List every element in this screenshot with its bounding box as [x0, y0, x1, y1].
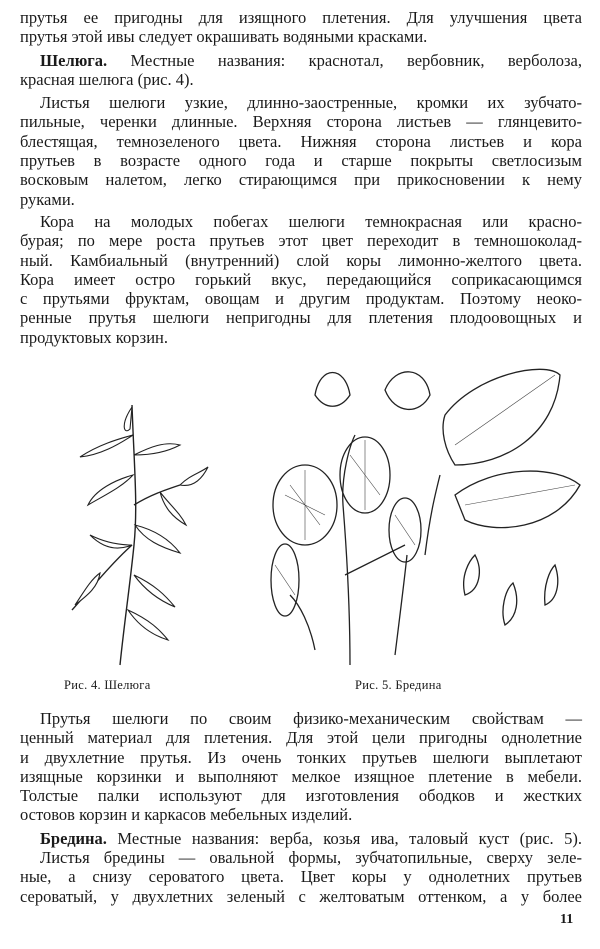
- text-line-part: Местные названия: краснотал, вербовник, верболоза,: [130, 50, 583, 70]
- text-line: и двухлетние прутья. Из очень тонких прутьев шелюги выплетают: [20, 747, 582, 767]
- text-line: восковым налетом, легко стирающимся при прикосновении к нему: [20, 170, 582, 190]
- text-top: [20, 8, 582, 347]
- text-line: Кора на молодых побегах шелюги темнокрасная или красно-: [40, 211, 582, 231]
- text-line: прутья ее пригодны для изящного плетения. Для улучшения цвета: [20, 8, 582, 27]
- text-line: Прутья шелюги по своим физико-механическим свойствам —: [40, 709, 582, 728]
- text-line: Листья бредины — овальной формы, зубчатопильные, сверху зеле-: [40, 848, 582, 868]
- text-line: [20, 51, 582, 70]
- text-line: бурая; по мере роста прутьев этот цвет переходит в темношоколад-: [20, 231, 582, 251]
- text-line: блестящая, темнозеленого цвета. Нижняя сторона листьев и кора: [20, 131, 582, 151]
- paragraph-bredina: [20, 829, 582, 848]
- figure-5-caption: Рис. 5. Бредина: [355, 678, 442, 692]
- paragraph: [20, 709, 582, 825]
- text-line: ренные прутья шелюги непригодны для плетения плодоовощных и: [20, 308, 582, 328]
- text-line: ные, а снизу сероватого цвета. Цвет коры у однолетних прутьев: [20, 867, 582, 887]
- text-bottom: [20, 709, 582, 906]
- text-line: сероватый, у двухлетних зеленый с желтоватым оттенком, а у более: [20, 886, 582, 906]
- term-heading: Шелюга.: [40, 50, 108, 70]
- text-line: остовов корзин и каркасов мебельных изделий.: [20, 805, 353, 825]
- page-number: 11: [560, 912, 574, 927]
- text-line: прутьев в возрасте одного года и старше покрыты светлосизым: [20, 151, 582, 171]
- figure-4-caption: Рис. 4. Шелюга: [64, 678, 151, 692]
- figure-4-shelyuga-illustration: [60, 395, 220, 670]
- text-line: [20, 829, 582, 848]
- text-line: прутья этой ивы следует окрашивать водяными красками.: [20, 27, 428, 47]
- text-line: Кора имеет остро горький вкус, передающийся соприкасающимся: [20, 269, 582, 289]
- text-line: изящные корзинки и выполняют мелкое изящное плетение в мебели.: [20, 766, 582, 786]
- paragraph-shelyuga: [20, 51, 582, 90]
- paragraph: [20, 8, 582, 47]
- text-line: ценный материал для плетения. Для этой цели пригодны однолетние: [20, 728, 582, 748]
- paragraph: [20, 848, 582, 906]
- text-line: Листья шелюги узкие, длинно-заостренные, кромки их зубчато-: [40, 93, 582, 113]
- text-line: руками.: [20, 189, 75, 209]
- figure-5-bredina-illustration: [255, 355, 585, 675]
- text-line: продуктовых корзин.: [20, 327, 168, 347]
- text-line: красная шелюга (рис. 4).: [20, 69, 194, 89]
- term-heading: Бредина.: [40, 828, 107, 848]
- text-line: ный. Камбиальный (внутренний) слой коры лимонно-желтого цвета.: [20, 250, 582, 270]
- paragraph: [20, 212, 582, 347]
- text-line: Толстые палки используют для изготовления ободков и жестких: [20, 786, 582, 806]
- text-line: пильные, черенки длинные. Верхняя сторона листьев — глянцевито-: [20, 112, 582, 132]
- text-line-part: Местные названия: верба, козья ива, таловый куст (рис. 5).: [117, 828, 583, 848]
- text-line: с прутьями фруктам, овощам и другим продуктам. Поэтому неоко-: [20, 289, 582, 309]
- paragraph: [20, 93, 582, 209]
